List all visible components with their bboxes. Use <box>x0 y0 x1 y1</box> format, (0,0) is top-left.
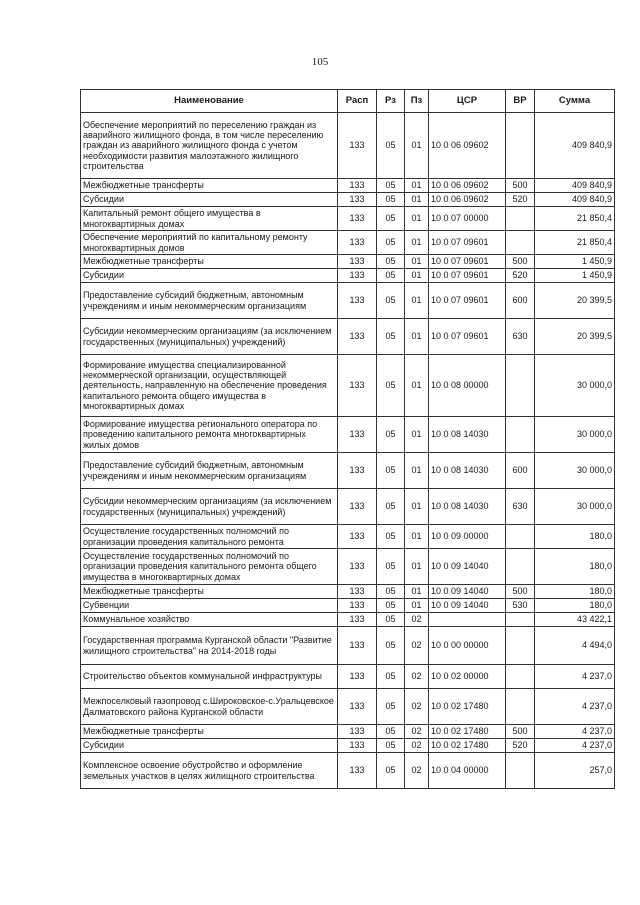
cell-rasp: 133 <box>338 599 377 613</box>
cell-sum: 21 850,4 <box>535 231 615 255</box>
table-header-row <box>81 90 615 113</box>
table-row <box>81 231 615 255</box>
cell-sum: 21 850,4 <box>535 207 615 231</box>
cell-vr: 520 <box>506 193 535 207</box>
cell-sum: 180,0 <box>535 585 615 599</box>
cell-rasp: 133 <box>338 489 377 525</box>
table-row <box>81 549 615 585</box>
cell-sum: 4 237,0 <box>535 665 615 689</box>
cell-rasp: 133 <box>338 725 377 739</box>
cell-name: Осуществление государственных полномочий по организации проведения капитального ремонта <box>81 525 338 549</box>
cell-vr <box>506 549 535 585</box>
cell-rasp: 133 <box>338 525 377 549</box>
cell-sum: 180,0 <box>535 525 615 549</box>
cell-rasp: 133 <box>338 417 377 453</box>
cell-csr: 10 0 07 09601 <box>429 231 506 255</box>
cell-rasp: 133 <box>338 613 377 627</box>
cell-name: Строительство объектов коммунальной инфраструктуры <box>81 665 338 689</box>
cell-pz: 02 <box>405 725 429 739</box>
cell-csr: 10 0 06 09602 <box>429 113 506 179</box>
cell-sum: 30 000,0 <box>535 417 615 453</box>
cell-sum: 30 000,0 <box>535 453 615 489</box>
cell-pz: 01 <box>405 283 429 319</box>
cell-sum: 1 450,9 <box>535 269 615 283</box>
cell-pz: 01 <box>405 179 429 193</box>
cell-sum: 30 000,0 <box>535 489 615 525</box>
cell-csr: 10 0 06 09602 <box>429 193 506 207</box>
cell-csr: 10 0 09 14040 <box>429 549 506 585</box>
cell-rasp: 133 <box>338 179 377 193</box>
cell-rasp: 133 <box>338 319 377 355</box>
cell-csr: 10 0 09 14040 <box>429 599 506 613</box>
cell-rz: 05 <box>377 319 405 355</box>
budget-table <box>80 89 615 789</box>
cell-rz: 05 <box>377 417 405 453</box>
cell-rasp: 133 <box>338 689 377 725</box>
table-row <box>81 585 615 599</box>
header-sum: Сумма <box>535 90 615 113</box>
cell-sum: 4 237,0 <box>535 739 615 753</box>
cell-sum: 180,0 <box>535 549 615 585</box>
cell-name: Предоставление субсидий бюджетным, автономным учреждениям и иным некоммерческим организациям <box>81 453 338 489</box>
cell-name: Комплексное освоение обустройство и оформление земельных участков в целях жилищного строительства <box>81 753 338 789</box>
cell-csr: 10 0 09 00000 <box>429 525 506 549</box>
cell-name: Межбюджетные трансферты <box>81 585 338 599</box>
cell-name: Субсидии <box>81 269 338 283</box>
table-row <box>81 193 615 207</box>
table-row <box>81 283 615 319</box>
cell-vr <box>506 627 535 665</box>
cell-pz: 02 <box>405 689 429 725</box>
cell-pz: 02 <box>405 613 429 627</box>
cell-csr: 10 0 08 14030 <box>429 453 506 489</box>
cell-name: Обеспечение мероприятий по переселению граждан из аварийного жилищного фонда, в том числе переселению граждан из аварийного жилищного фонда с учетом необходимости развития малоэтажного жилищного строительства <box>81 113 338 179</box>
cell-name: Субсидии некоммерческим организациям (за исключением государственных (муниципальных) учреждений) <box>81 319 338 355</box>
cell-csr: 10 0 09 14040 <box>429 585 506 599</box>
header-rasp: Расп <box>338 90 377 113</box>
cell-csr: 10 0 07 09601 <box>429 255 506 269</box>
table-row <box>81 613 615 627</box>
cell-rz: 05 <box>377 689 405 725</box>
cell-sum: 30 000,0 <box>535 355 615 417</box>
cell-rz: 05 <box>377 725 405 739</box>
cell-rz: 05 <box>377 283 405 319</box>
cell-sum: 20 399,5 <box>535 319 615 355</box>
cell-name: Субсидии <box>81 193 338 207</box>
table-row <box>81 269 615 283</box>
cell-rz: 05 <box>377 179 405 193</box>
cell-vr <box>506 417 535 453</box>
cell-vr <box>506 207 535 231</box>
cell-sum: 20 399,5 <box>535 283 615 319</box>
page-number: 105 <box>311 56 329 68</box>
table-row <box>81 753 615 789</box>
cell-vr <box>506 613 535 627</box>
cell-vr: 630 <box>506 319 535 355</box>
cell-rz: 05 <box>377 269 405 283</box>
cell-rasp: 133 <box>338 549 377 585</box>
cell-pz: 02 <box>405 753 429 789</box>
cell-rz: 05 <box>377 207 405 231</box>
cell-pz: 01 <box>405 585 429 599</box>
cell-name: Осуществление государственных полномочий по организации проведения капитального ремонта общего имущества в многоквартирных домах <box>81 549 338 585</box>
cell-vr: 520 <box>506 269 535 283</box>
cell-csr: 10 0 07 00000 <box>429 207 506 231</box>
cell-vr <box>506 665 535 689</box>
cell-pz: 01 <box>405 489 429 525</box>
cell-pz: 01 <box>405 417 429 453</box>
cell-rasp: 133 <box>338 355 377 417</box>
cell-vr: 500 <box>506 725 535 739</box>
cell-rz: 05 <box>377 355 405 417</box>
cell-name: Межбюджетные трансферты <box>81 179 338 193</box>
cell-sum: 1 450,9 <box>535 255 615 269</box>
table-row <box>81 725 615 739</box>
cell-pz: 01 <box>405 193 429 207</box>
cell-rz: 05 <box>377 231 405 255</box>
cell-rasp: 133 <box>338 255 377 269</box>
cell-rz: 05 <box>377 549 405 585</box>
cell-rasp: 133 <box>338 207 377 231</box>
cell-csr: 10 0 08 00000 <box>429 355 506 417</box>
cell-csr: 10 0 02 00000 <box>429 665 506 689</box>
header-csr: ЦСР <box>429 90 506 113</box>
cell-rasp: 133 <box>338 585 377 599</box>
cell-rasp: 133 <box>338 753 377 789</box>
table-row <box>81 453 615 489</box>
cell-sum: 4 494,0 <box>535 627 615 665</box>
cell-vr: 520 <box>506 739 535 753</box>
cell-rz: 05 <box>377 193 405 207</box>
cell-csr: 10 0 07 09601 <box>429 283 506 319</box>
cell-csr: 10 0 02 17480 <box>429 739 506 753</box>
table-row <box>81 489 615 525</box>
table-row <box>81 599 615 613</box>
table-row <box>81 179 615 193</box>
cell-pz: 01 <box>405 319 429 355</box>
cell-name: Коммунальное хозяйство <box>81 613 338 627</box>
cell-csr: 10 0 07 09601 <box>429 269 506 283</box>
cell-rz: 05 <box>377 613 405 627</box>
cell-pz: 02 <box>405 627 429 665</box>
cell-name: Субсидии <box>81 739 338 753</box>
cell-sum: 409 840,9 <box>535 193 615 207</box>
cell-csr: 10 0 07 09601 <box>429 319 506 355</box>
cell-name: Предоставление субсидий бюджетным, автономным учреждениям и иным некоммерческим организациям <box>81 283 338 319</box>
cell-vr <box>506 753 535 789</box>
cell-rz: 05 <box>377 627 405 665</box>
cell-rz: 05 <box>377 739 405 753</box>
cell-rz: 05 <box>377 585 405 599</box>
cell-name: Формирование имущества регионального оператора по проведению капитального ремонта многоквартирных жилых домов <box>81 417 338 453</box>
cell-pz: 01 <box>405 599 429 613</box>
cell-rz: 05 <box>377 489 405 525</box>
header-rz: Рз <box>377 90 405 113</box>
cell-rasp: 133 <box>338 269 377 283</box>
cell-vr: 630 <box>506 489 535 525</box>
cell-sum: 409 840,9 <box>535 113 615 179</box>
cell-vr: 530 <box>506 599 535 613</box>
table-row <box>81 417 615 453</box>
cell-pz: 01 <box>405 113 429 179</box>
cell-vr: 600 <box>506 283 535 319</box>
cell-vr: 600 <box>506 453 535 489</box>
table-row <box>81 355 615 417</box>
cell-csr: 10 0 00 00000 <box>429 627 506 665</box>
cell-rasp: 133 <box>338 453 377 489</box>
cell-sum: 180,0 <box>535 599 615 613</box>
cell-rz: 05 <box>377 255 405 269</box>
cell-rz: 05 <box>377 525 405 549</box>
cell-sum: 43 422,1 <box>535 613 615 627</box>
cell-vr <box>506 231 535 255</box>
cell-rz: 05 <box>377 113 405 179</box>
cell-csr: 10 0 06 09602 <box>429 179 506 193</box>
table-row <box>81 739 615 753</box>
cell-rasp: 133 <box>338 739 377 753</box>
cell-name: Формирование имущества специализированной некоммерческой организации, осуществляющей деятельность, направленную на обеспечение проведения капитального ремонта общего имущества в многоквартирных домах <box>81 355 338 417</box>
cell-sum: 257,0 <box>535 753 615 789</box>
table-row <box>81 689 615 725</box>
cell-rasp: 133 <box>338 627 377 665</box>
table-row <box>81 319 615 355</box>
cell-rasp: 133 <box>338 231 377 255</box>
cell-vr <box>506 525 535 549</box>
cell-name: Межбюджетные трансферты <box>81 725 338 739</box>
cell-pz: 01 <box>405 453 429 489</box>
cell-sum: 409 840,9 <box>535 179 615 193</box>
cell-pz: 01 <box>405 207 429 231</box>
cell-pz: 01 <box>405 355 429 417</box>
cell-pz: 02 <box>405 739 429 753</box>
cell-csr: 10 0 08 14030 <box>429 489 506 525</box>
cell-rasp: 133 <box>338 193 377 207</box>
cell-vr: 500 <box>506 179 535 193</box>
cell-csr: 10 0 02 17480 <box>429 725 506 739</box>
cell-vr <box>506 113 535 179</box>
cell-csr: 10 0 08 14030 <box>429 417 506 453</box>
table-row <box>81 113 615 179</box>
cell-name: Обеспечение мероприятий по капитальному ремонту многоквартирных домов <box>81 231 338 255</box>
table-row <box>81 627 615 665</box>
cell-name: Государственная программа Курганской области "Развитие жилищного строительства" на 2014-2018 годы <box>81 627 338 665</box>
table-row <box>81 207 615 231</box>
table-row <box>81 665 615 689</box>
cell-csr <box>429 613 506 627</box>
cell-pz: 01 <box>405 549 429 585</box>
header-pz: Пз <box>405 90 429 113</box>
cell-pz: 01 <box>405 255 429 269</box>
header-name: Наименование <box>81 90 338 113</box>
cell-vr: 500 <box>506 585 535 599</box>
table-row <box>81 255 615 269</box>
cell-rasp: 133 <box>338 113 377 179</box>
cell-pz: 02 <box>405 665 429 689</box>
cell-rz: 05 <box>377 665 405 689</box>
cell-pz: 01 <box>405 269 429 283</box>
cell-name: Субвенции <box>81 599 338 613</box>
cell-vr <box>506 355 535 417</box>
cell-name: Субсидии некоммерческим организациям (за исключением государственных (муниципальных) учреждений) <box>81 489 338 525</box>
cell-csr: 10 0 02 17480 <box>429 689 506 725</box>
cell-name: Капитальный ремонт общего имущества в многоквартирных домах <box>81 207 338 231</box>
cell-rz: 05 <box>377 453 405 489</box>
cell-sum: 4 237,0 <box>535 725 615 739</box>
cell-pz: 01 <box>405 525 429 549</box>
cell-rasp: 133 <box>338 283 377 319</box>
cell-csr: 10 0 04 00000 <box>429 753 506 789</box>
cell-sum: 4 237,0 <box>535 689 615 725</box>
cell-rasp: 133 <box>338 665 377 689</box>
table-row <box>81 525 615 549</box>
cell-name: Межбюджетные трансферты <box>81 255 338 269</box>
header-vr: ВР <box>506 90 535 113</box>
cell-name: Межпоселковый газопровод с.Широковское-с.Уральцевское Далматовского района Курганской области <box>81 689 338 725</box>
cell-pz: 01 <box>405 231 429 255</box>
cell-vr <box>506 689 535 725</box>
cell-rz: 05 <box>377 599 405 613</box>
cell-rz: 05 <box>377 753 405 789</box>
cell-vr: 500 <box>506 255 535 269</box>
